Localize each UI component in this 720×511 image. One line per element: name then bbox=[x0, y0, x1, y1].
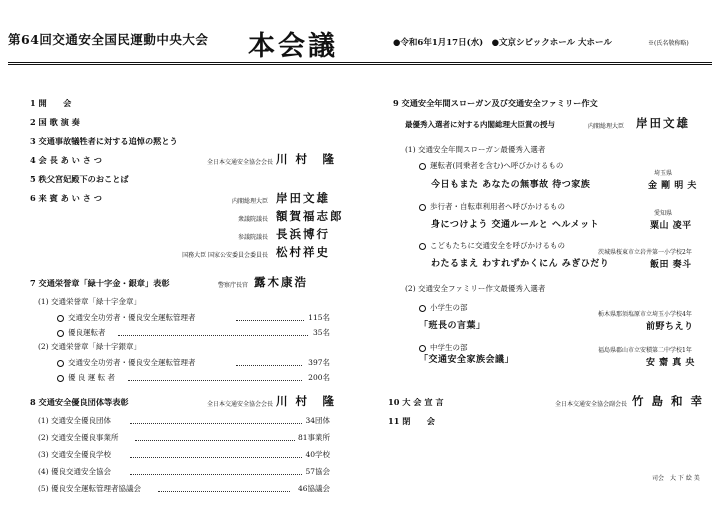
circle-icon bbox=[57, 330, 64, 337]
guest1-org: 内閣総理大臣 bbox=[231, 198, 268, 205]
item4-name: 川 村 隆 bbox=[276, 152, 337, 166]
essay-category-1: 小学生の部 bbox=[419, 302, 468, 313]
program-item-2: 2 国 歌 演 奏 bbox=[30, 117, 80, 127]
gold-count-1: 115名 bbox=[308, 313, 330, 322]
event-subtitle: 第64回交通安全国民運動中央大会 bbox=[8, 32, 209, 47]
header-rule bbox=[8, 62, 712, 63]
circle-icon bbox=[419, 204, 426, 211]
circle-icon bbox=[57, 315, 64, 322]
winner1-pref: 埼玉県 bbox=[654, 170, 673, 177]
essay-category-2: 中学生の部 bbox=[419, 342, 468, 353]
silver-count-1: 397名 bbox=[308, 358, 330, 367]
leader-dots bbox=[130, 457, 302, 458]
org-count-4: 57協会 bbox=[305, 467, 330, 476]
program-item-3: 3 交通事故犠牲者に対する追悼の黙とう bbox=[30, 136, 178, 146]
program-item-8: 8 交通安全優良団体等表彰 bbox=[30, 397, 129, 407]
item8-name: 川 村 隆 bbox=[276, 394, 337, 408]
winner2-pref: 愛知県 bbox=[654, 210, 673, 217]
slogan-category-3: こどもたちに交通安全を呼びかけるもの bbox=[419, 240, 565, 251]
org-award-4: (4) 優良交通安全協会 bbox=[38, 467, 112, 476]
circle-icon bbox=[419, 305, 426, 312]
essay-section: (2) 交通安全ファミリー作文最優秀入選者 bbox=[405, 284, 546, 293]
guest2-org: 衆議院議長 bbox=[237, 216, 268, 223]
honorific-note: ※(氏名敬称略) bbox=[648, 40, 689, 47]
gold-count-2: 35名 bbox=[312, 328, 330, 337]
pm-award: 最優秀入選者に対する内閣総理大臣賞の授与 bbox=[405, 120, 555, 129]
slogan-2: 身につけよう 交通ルールと ヘルメット bbox=[431, 220, 600, 230]
item9-org: 内閣総理大臣 bbox=[588, 123, 625, 130]
essay2-name: 安 齋 真 央 bbox=[646, 358, 695, 368]
org-award-1: (1) 交通安全優良団体 bbox=[38, 416, 112, 425]
program-item-5: 5 秩父宮妃殿下のおことば bbox=[30, 174, 129, 184]
org-award-3: (3) 交通安全優良学校 bbox=[38, 450, 112, 459]
page-title: 本会議 bbox=[248, 31, 338, 62]
slogan-3: わたるまえ わすれずかくにん みぎひだり bbox=[431, 259, 610, 269]
silver-count-2: 200名 bbox=[308, 373, 330, 382]
circle-icon bbox=[419, 345, 426, 352]
leader-dots bbox=[158, 491, 290, 492]
slogan-1: 今日もまた あなたの無事故 待つ家族 bbox=[431, 180, 591, 190]
item7-name: 露木康浩 bbox=[254, 275, 308, 289]
award-silver: (2) 交通栄誉章「緑十字銀章」 bbox=[38, 342, 142, 351]
leader-dots bbox=[128, 380, 302, 381]
winner3-school: 茨城県桜東市立岩井第一小学校2年 bbox=[598, 249, 692, 256]
essay1-school: 栃木県那須塩原市立埼玉小学校4年 bbox=[598, 311, 692, 318]
item10-org: 全日本交通安全協会副会長 bbox=[555, 401, 628, 408]
list-item: 優 良 運 転 者 bbox=[57, 372, 115, 383]
guest4-org: 国務大臣 国家公安委員会委員長 bbox=[182, 252, 268, 259]
org-count-5: 46協議会 bbox=[297, 484, 330, 493]
leader-dots bbox=[236, 365, 302, 366]
item7-org: 警察庁長官 bbox=[218, 282, 249, 289]
org-award-5: (5) 優良安全運転管理者協議会 bbox=[38, 484, 142, 493]
list-item: 交通安全功労者・優良安全運転管理者 bbox=[57, 312, 196, 323]
org-count-3: 40学校 bbox=[305, 450, 330, 459]
header-rule-2 bbox=[8, 64, 712, 65]
item9-name: 岸田文雄 bbox=[636, 116, 690, 130]
circle-icon bbox=[419, 243, 426, 250]
guest3-name: 長浜博行 bbox=[276, 227, 330, 241]
circle-icon bbox=[57, 375, 64, 382]
program-item-7: 7 交通栄誉章「緑十字金・銀章」表彰 bbox=[30, 278, 170, 288]
program-item-4: 4 会 長 あ い さ つ bbox=[30, 155, 102, 165]
item10-name: 竹 島 和 幸 bbox=[632, 394, 705, 408]
list-item: 交通安全功労者・優良安全運転管理者 bbox=[57, 357, 196, 368]
master-of-ceremonies: 司会 大 下 絵 美 bbox=[652, 475, 700, 482]
list-item: 優良運転者 bbox=[57, 327, 106, 338]
program-item-6: 6 来 賓 あ い さ つ bbox=[30, 193, 102, 203]
leader-dots bbox=[130, 474, 302, 475]
leader-dots bbox=[118, 335, 308, 336]
essay-1-title: 「班長の言葉」 bbox=[419, 321, 486, 331]
slogan-section: (1) 交通安全年間スローガン最優秀入選者 bbox=[405, 145, 546, 154]
circle-icon bbox=[57, 360, 64, 367]
slogan-category-1: 運転者(同乗者を含む)へ呼びかけるもの bbox=[419, 160, 563, 171]
program-item-9: 9 交通安全年間スローガン及び交通安全ファミリー作文 bbox=[393, 98, 598, 108]
award-gold: (1) 交通栄誉章「緑十字金章」 bbox=[38, 297, 142, 306]
essay1-name: 前野ちえり bbox=[646, 322, 694, 332]
org-award-2: (2) 交通安全優良事業所 bbox=[38, 433, 119, 442]
item8-org: 全日本交通安全協会会長 bbox=[207, 401, 274, 408]
winner3-name: 飯田 奏斗 bbox=[650, 260, 692, 270]
essay2-school: 福島県郡山市立安積第二中学校1年 bbox=[598, 347, 692, 354]
leader-dots bbox=[130, 423, 302, 424]
winner1-name: 金 剛 明 夫 bbox=[648, 181, 697, 191]
event-info: ●令和6年1月17日(水) ●文京シビックホール 大ホール bbox=[393, 38, 612, 48]
guest3-org: 参議院議長 bbox=[237, 234, 268, 241]
guest1-name: 岸田文雄 bbox=[276, 191, 330, 205]
program-item-11: 11 閉 会 bbox=[388, 416, 435, 426]
item4-org: 全日本交通安全協会会長 bbox=[207, 159, 274, 166]
winner2-name: 粟山 凌平 bbox=[650, 221, 692, 231]
program-item-1: 1 開 会 bbox=[30, 98, 72, 108]
org-count-2: 81事業所 bbox=[297, 433, 330, 442]
leader-dots bbox=[135, 440, 295, 441]
essay-2-title: 「交通安全家族会議」 bbox=[419, 355, 515, 365]
org-count-1: 34団体 bbox=[305, 416, 330, 425]
guest4-name: 松村祥史 bbox=[276, 245, 330, 259]
leader-dots bbox=[236, 320, 304, 321]
slogan-category-2: 歩行者・自転車利用者へ呼びかけるもの bbox=[419, 201, 565, 212]
program-item-10: 10 大 会 宣 言 bbox=[388, 397, 444, 407]
guest2-name: 額賀福志郎 bbox=[276, 209, 344, 223]
circle-icon bbox=[419, 163, 426, 170]
